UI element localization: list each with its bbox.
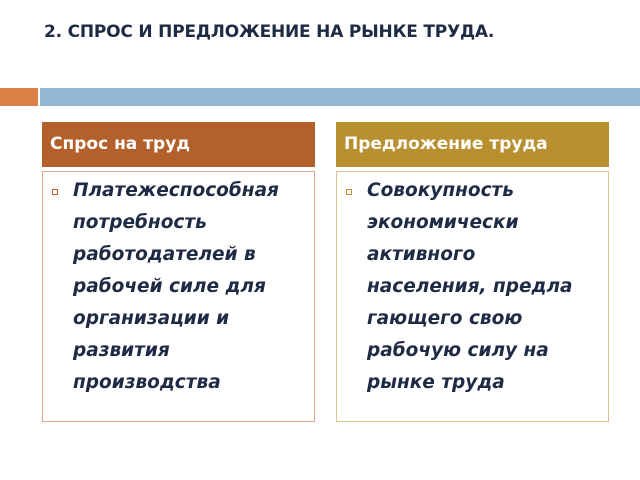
column-body-demand [42,171,315,422]
column-body-supply [336,171,609,422]
square-bullet-icon [346,189,352,195]
column-header-supply: Предложение труда [336,122,609,167]
supply-definition-text: Совокупность экономически активного населения, предла гающего свою рабочую силу на рынке труда [367,180,573,393]
accent-bar-blue [40,88,640,106]
square-bullet-icon [52,189,58,195]
slide-title: 2. СПРОС И ПРЕДЛОЖЕНИЕ НА РЫНКЕ ТРУДА. [44,22,495,42]
column-header-demand: Спрос на труд [42,122,315,167]
demand-definition-text: Платежеспособная потребность работодателей в рабочей силе для организации и развития производства [73,180,279,393]
accent-bar-orange [0,88,38,106]
